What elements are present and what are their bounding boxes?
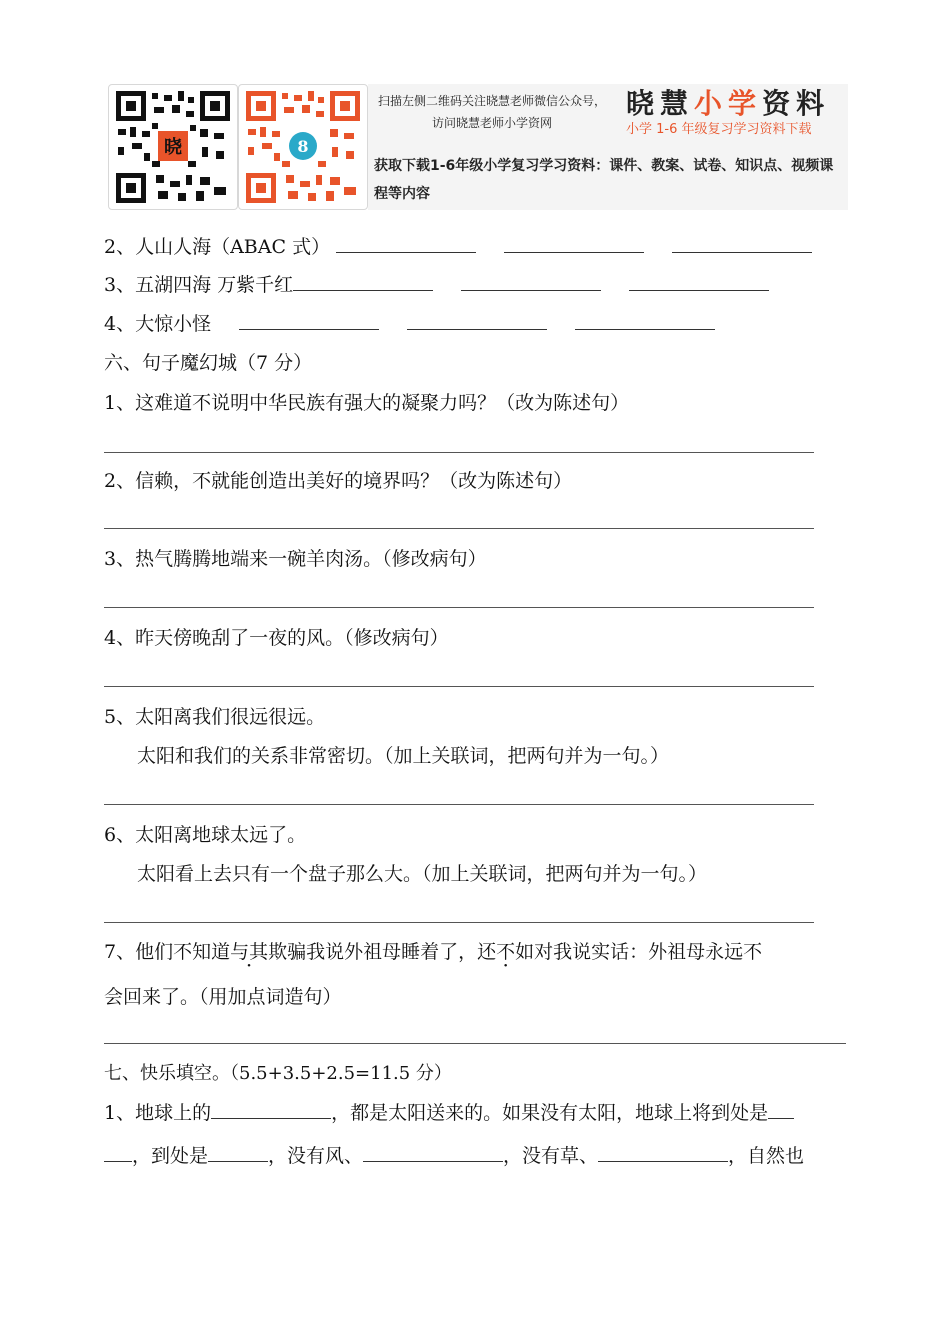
question-6-2: 2、信赖，不就能创造出美好的境界吗？（改为陈述句）	[104, 470, 573, 492]
fill-text: ，没有风、	[268, 1145, 364, 1167]
answer-blank[interactable]	[104, 1143, 132, 1162]
brand-logo	[626, 87, 842, 120]
question-6-7-line2: 会回来了。（用加点词造句）	[104, 986, 342, 1008]
fill-text: ，自然也	[728, 1145, 805, 1167]
answer-blank[interactable]	[336, 234, 476, 253]
wechat-qr-code-2	[238, 84, 368, 210]
brand-subtitle: 小学 1-6 年级复习学习资料下载	[626, 122, 812, 137]
answer-line[interactable]	[104, 804, 814, 805]
logo-char: 资	[762, 87, 797, 120]
fill-text: 1、地球上的	[104, 1102, 212, 1124]
answer-line[interactable]	[104, 686, 814, 687]
svg-text:晓: 晓	[164, 137, 182, 158]
idiom-item-3	[104, 272, 769, 298]
answer-blank[interactable]	[211, 1100, 331, 1119]
answer-line[interactable]	[104, 528, 814, 529]
qr-code-icon	[116, 91, 230, 203]
answer-blank[interactable]	[208, 1143, 268, 1162]
fill-text: ，没有草、	[503, 1145, 599, 1167]
idiom-item-2	[104, 234, 812, 260]
idiom-prompt: 2、人山人海（ABAC 式）	[104, 236, 331, 258]
answer-blank[interactable]	[239, 311, 379, 330]
question-7-1-line1	[104, 1100, 794, 1126]
dotted-word-2: 还不如	[477, 941, 535, 963]
download-info-text: 获取下载1-6年级小学复习学习资料：课件、教案、试卷、知识点、视频课程等内容	[374, 158, 834, 202]
answer-blank[interactable]	[768, 1100, 794, 1119]
dotted-word: 与其	[230, 941, 269, 963]
idiom-prompt: 3、五湖四海 万紫千红	[104, 274, 294, 296]
fill-text: ，都是太阳送来的。如果没有太阳，地球上将到处是	[331, 1102, 769, 1124]
question-6-7-line1	[104, 939, 762, 965]
answer-line[interactable]	[104, 607, 814, 608]
logo-char: 晓	[626, 87, 661, 120]
section-7-title: 七、快乐填空。（5.5+3.5+2.5=11.5 分）	[104, 1063, 452, 1084]
wechat-qr-code-1	[108, 84, 238, 210]
idiom-item-4	[104, 311, 715, 337]
question-6-4: 4、昨天傍晚刮了一夜的风。（修改病句）	[104, 627, 449, 649]
banner-info	[368, 84, 848, 210]
q7-text: 欺骗我说外祖母睡着了，	[268, 941, 478, 963]
answer-line[interactable]	[104, 452, 814, 453]
answer-blank[interactable]	[672, 234, 812, 253]
fill-text: ，到处是	[132, 1145, 209, 1167]
answer-blank[interactable]	[598, 1143, 728, 1162]
q7-text: 7、他们不知道	[104, 941, 231, 963]
idiom-prompt: 4、大惊小怪	[104, 313, 212, 335]
qr-code-icon	[246, 91, 360, 203]
question-6-3: 3、热气腾腾地端来一碗羊肉汤。（修改病句）	[104, 548, 487, 570]
svg-text:8: 8	[297, 137, 309, 156]
scan-instruction-text: 扫描左侧二维码关注晓慧老师微信公众号，访问晓慧老师小学资网	[377, 94, 606, 130]
logo-char: 慧	[660, 87, 695, 120]
answer-blank[interactable]	[575, 311, 715, 330]
logo-char: 小	[694, 87, 729, 120]
question-7-1-line2	[104, 1143, 804, 1169]
logo-char: 料	[796, 87, 831, 120]
answer-blank[interactable]	[629, 272, 769, 291]
section-6-title: 六、句子魔幻城（7 分）	[104, 352, 313, 374]
answer-blank[interactable]	[407, 311, 547, 330]
answer-blank[interactable]	[293, 272, 433, 291]
question-6-1: 1、这难道不说明中华民族有强大的凝聚力吗？（改为陈述句）	[104, 392, 630, 414]
header-banner	[104, 84, 848, 212]
logo-char: 学	[728, 87, 763, 120]
answer-line[interactable]	[104, 922, 814, 923]
answer-blank[interactable]	[363, 1143, 503, 1162]
answer-line[interactable]	[104, 1043, 846, 1044]
question-6-5-line2: 太阳和我们的关系非常密切。（加上关联词，把两句并为一句。）	[137, 745, 670, 767]
answer-blank[interactable]	[461, 272, 601, 291]
question-6-5-line1: 5、太阳离我们很远很远。	[104, 706, 326, 728]
dotted-word-1	[230, 941, 268, 963]
q7-text: 对我说实话：外祖母永远不	[534, 941, 763, 963]
answer-blank[interactable]	[504, 234, 644, 253]
question-6-6-line2: 太阳看上去只有一个盘子那么大。（加上关联词，把两句并为一句。）	[137, 863, 708, 885]
question-6-6-line1: 6、太阳离地球太远了。	[104, 824, 307, 846]
